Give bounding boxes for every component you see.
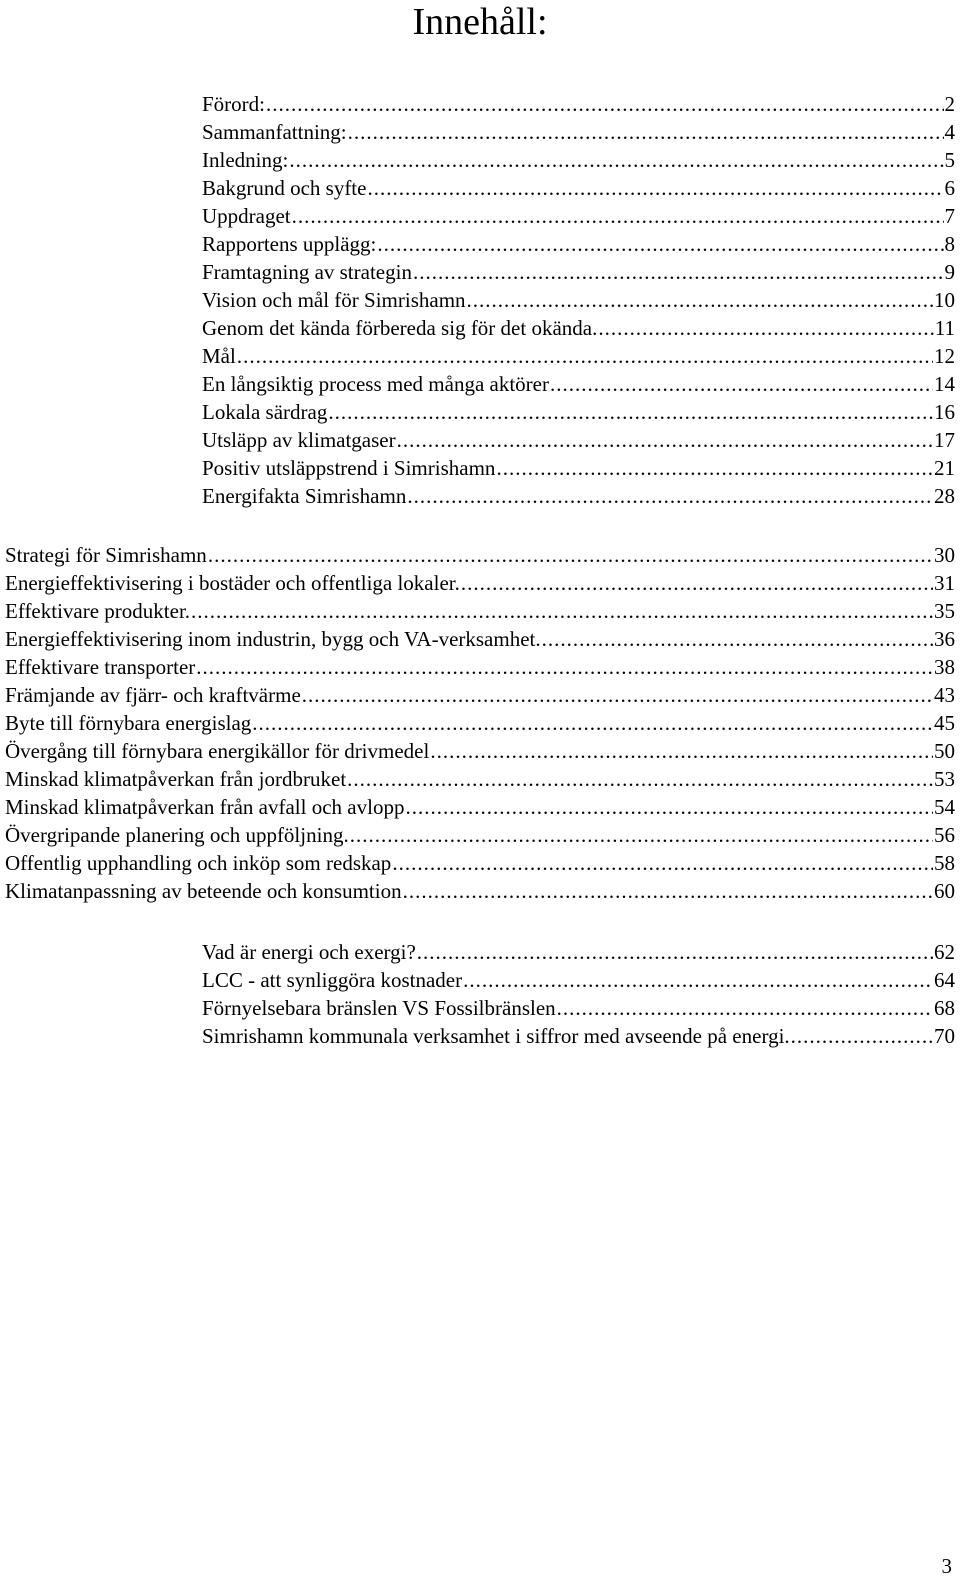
toc-entry[interactable] bbox=[0, 426, 960, 454]
toc-dot-leader bbox=[252, 709, 933, 737]
toc-entry-label: Genom det kända förbereda sig för det okända. bbox=[202, 316, 598, 340]
toc-dot-leader bbox=[463, 966, 933, 994]
toc-entry-page: 62 bbox=[934, 940, 955, 964]
toc-entry-row bbox=[202, 426, 955, 454]
toc-dot-leader bbox=[430, 737, 933, 765]
toc-entry-label: Framtagning av strategin bbox=[202, 260, 412, 284]
toc-entry-page: 5 bbox=[944, 148, 955, 172]
toc-entry-label: Energifakta Simrishamn bbox=[202, 484, 407, 508]
toc-entry-row bbox=[202, 230, 955, 258]
toc-entry-page: 31 bbox=[934, 571, 955, 595]
toc-dot-leader bbox=[791, 1022, 933, 1050]
toc-entry-row bbox=[202, 994, 955, 1022]
toc-dot-leader bbox=[461, 569, 933, 597]
toc-entry[interactable] bbox=[0, 1022, 960, 1050]
toc-dot-leader bbox=[237, 342, 933, 370]
toc-entry-page: 14 bbox=[934, 372, 955, 396]
toc-entry-row bbox=[5, 877, 955, 905]
toc-entry-page: 21 bbox=[934, 456, 955, 480]
toc-entry-label: Uppdraget bbox=[202, 204, 291, 228]
toc-dot-leader bbox=[302, 681, 933, 709]
toc-entry-page: 68 bbox=[934, 996, 955, 1020]
toc-dot-leader bbox=[496, 454, 933, 482]
toc-entry[interactable] bbox=[0, 202, 960, 230]
toc-dot-leader bbox=[348, 118, 944, 146]
toc-entry-page: 16 bbox=[934, 400, 955, 424]
toc-entry[interactable] bbox=[0, 482, 960, 510]
toc-entry-label: Simrishamn kommunala verksamhet i siffror med avseende på energi. bbox=[202, 1024, 790, 1048]
toc-entry[interactable] bbox=[0, 90, 960, 118]
toc-section-appendix bbox=[0, 938, 960, 1050]
toc-entry-row bbox=[202, 90, 955, 118]
toc-entry[interactable] bbox=[0, 938, 960, 966]
page-number: 3 bbox=[941, 1554, 952, 1578]
toc-entry-page: 54 bbox=[934, 795, 955, 819]
toc-entry[interactable] bbox=[0, 314, 960, 342]
toc-dot-leader bbox=[347, 765, 933, 793]
toc-entry[interactable] bbox=[0, 966, 960, 994]
toc-entry-page: 6 bbox=[944, 176, 955, 200]
toc-entry-label: Övergripande planering och uppföljning. bbox=[5, 823, 349, 847]
toc-entry-page: 56 bbox=[934, 823, 955, 847]
toc-dot-leader bbox=[598, 314, 933, 342]
toc-dot-leader bbox=[328, 398, 933, 426]
toc-entry-label: Minskad klimatpåverkan från avfall och avlopp bbox=[5, 795, 405, 819]
toc-entry-row bbox=[5, 821, 955, 849]
toc-dot-leader bbox=[550, 370, 933, 398]
toc-dot-leader bbox=[191, 597, 933, 625]
toc-dot-leader bbox=[542, 625, 933, 653]
toc-entry[interactable] bbox=[0, 118, 960, 146]
toc-entry-page: 36 bbox=[934, 627, 955, 651]
toc-entry-label: LCC - att synliggöra kostnader bbox=[202, 968, 463, 992]
toc-entry-label: Förnyelsebara bränslen VS Fossilbränslen bbox=[202, 996, 556, 1020]
toc-entry-row bbox=[202, 482, 955, 510]
toc-entry-row bbox=[5, 569, 955, 597]
toc-entry-label: Energieffektivisering inom industrin, bygg och VA-verksamhet. bbox=[5, 627, 541, 651]
toc-dot-leader bbox=[208, 541, 933, 569]
toc-entry[interactable] bbox=[0, 230, 960, 258]
toc-entry-page: 2 bbox=[944, 92, 955, 116]
toc-entry[interactable] bbox=[0, 877, 960, 905]
toc-entry-row bbox=[202, 398, 955, 426]
toc-dot-leader bbox=[413, 258, 944, 286]
toc-entry-label: Sammanfattning: bbox=[202, 120, 347, 144]
toc-entry-label: Klimatanpassning av beteende och konsumtion bbox=[5, 879, 402, 903]
toc-entry-row bbox=[5, 653, 955, 681]
toc-entry-page: 9 bbox=[944, 260, 955, 284]
toc-entry-page: 38 bbox=[934, 655, 955, 679]
toc-entry[interactable] bbox=[0, 625, 960, 653]
toc-entry[interactable] bbox=[0, 258, 960, 286]
toc-entry-label: Mål bbox=[202, 344, 236, 368]
toc-entry[interactable] bbox=[0, 597, 960, 625]
toc-entry-page: 7 bbox=[944, 204, 955, 228]
toc-entry[interactable] bbox=[0, 398, 960, 426]
toc-entry-page: 30 bbox=[934, 543, 955, 567]
toc-entry-row bbox=[5, 849, 955, 877]
toc-entry[interactable] bbox=[0, 849, 960, 877]
toc-entry-row bbox=[202, 258, 955, 286]
toc-dot-leader bbox=[292, 202, 944, 230]
toc-entry[interactable] bbox=[0, 737, 960, 765]
toc-entry-row bbox=[202, 118, 955, 146]
toc-entry-row bbox=[202, 314, 955, 342]
toc-entry-row bbox=[5, 681, 955, 709]
toc-entry[interactable] bbox=[0, 653, 960, 681]
toc-entry[interactable] bbox=[0, 681, 960, 709]
toc-entry-row bbox=[5, 541, 955, 569]
toc-entry[interactable] bbox=[0, 541, 960, 569]
toc-entry-row bbox=[202, 146, 955, 174]
toc-entry-row bbox=[5, 793, 955, 821]
toc-entry-label: Strategi för Simrishamn bbox=[5, 543, 207, 567]
toc-entry-page: 11 bbox=[934, 316, 955, 340]
toc-entry[interactable] bbox=[0, 709, 960, 737]
toc-entry-label: Främjande av fjärr- och kraftvärme bbox=[5, 683, 301, 707]
toc-entry-row bbox=[5, 737, 955, 765]
toc-dot-leader bbox=[367, 174, 943, 202]
toc-entry-page: 4 bbox=[944, 120, 955, 144]
toc-dot-leader bbox=[377, 230, 943, 258]
toc-entry[interactable] bbox=[0, 821, 960, 849]
toc-entry[interactable] bbox=[0, 370, 960, 398]
toc-entry-row bbox=[202, 454, 955, 482]
toc-entry-label: En långsiktig process med många aktörer bbox=[202, 372, 549, 396]
toc-section-strategy bbox=[0, 541, 960, 905]
toc-entry-label: Bakgrund och syfte bbox=[202, 176, 367, 200]
toc-dot-leader bbox=[350, 821, 933, 849]
toc-entry-page: 50 bbox=[934, 739, 955, 763]
toc-dot-leader bbox=[405, 793, 933, 821]
toc-section-intro bbox=[0, 90, 960, 510]
toc-entry-label: Byte till förnybara energislag bbox=[5, 711, 252, 735]
toc-entry-label: Energieffektivisering i bostäder och offentliga lokaler. bbox=[5, 571, 460, 595]
toc-entry-label: Effektivare transporter bbox=[5, 655, 196, 679]
toc-entry[interactable] bbox=[0, 569, 960, 597]
toc-dot-leader bbox=[196, 653, 933, 681]
toc-entry-row bbox=[202, 286, 955, 314]
toc-entry-page: 70 bbox=[934, 1024, 955, 1048]
toc-entry-row bbox=[202, 370, 955, 398]
toc-entry-label: Inledning: bbox=[202, 148, 289, 172]
toc-entry-row bbox=[5, 625, 955, 653]
toc-entry-page: 43 bbox=[934, 683, 955, 707]
toc-entry-row bbox=[202, 342, 955, 370]
toc-entry-page: 10 bbox=[934, 288, 955, 312]
toc-entry-label: Övergång till förnybara energikällor för drivmedel bbox=[5, 739, 430, 763]
toc-entry-label: Utsläpp av klimatgaser bbox=[202, 428, 396, 452]
toc-entry-label: Vad är energi och exergi? bbox=[202, 940, 416, 964]
toc-entry-page: 12 bbox=[934, 344, 955, 368]
toc-entry-row bbox=[202, 1022, 955, 1050]
toc-entry-label: Förord: bbox=[202, 92, 265, 116]
toc-entry-label: Lokala särdrag bbox=[202, 400, 328, 424]
toc-dot-leader bbox=[417, 938, 933, 966]
toc-entry[interactable] bbox=[0, 765, 960, 793]
toc-entry-page: 45 bbox=[934, 711, 955, 735]
toc-entry-label: Positiv utsläppstrend i Simrishamn bbox=[202, 456, 496, 480]
toc-dot-leader bbox=[392, 849, 933, 877]
toc-dot-leader bbox=[407, 482, 933, 510]
toc-entry-page: 8 bbox=[944, 232, 955, 256]
toc-entry-page: 64 bbox=[934, 968, 955, 992]
toc-entry-label: Effektivare produkter. bbox=[5, 599, 191, 623]
toc-dot-leader bbox=[266, 90, 944, 118]
toc-entry-row bbox=[202, 202, 955, 230]
toc-entry-row bbox=[5, 709, 955, 737]
toc-entry-label: Rapportens upplägg: bbox=[202, 232, 377, 256]
toc-entry[interactable] bbox=[0, 174, 960, 202]
toc-entry-label: Offentlig upphandling och inköp som redskap bbox=[5, 851, 392, 875]
toc-dot-leader bbox=[403, 877, 933, 905]
toc-entry[interactable] bbox=[0, 286, 960, 314]
toc-entry-page: 58 bbox=[934, 851, 955, 875]
toc-entry-label: Minskad klimatpåverkan från jordbruket bbox=[5, 767, 347, 791]
toc-entry-page: 60 bbox=[934, 879, 955, 903]
toc-entry-row bbox=[202, 174, 955, 202]
toc-entry-page: 35 bbox=[934, 599, 955, 623]
toc-entry[interactable] bbox=[0, 454, 960, 482]
toc-entry-page: 53 bbox=[934, 767, 955, 791]
toc-dot-leader bbox=[397, 426, 933, 454]
toc-entry-page: 17 bbox=[934, 428, 955, 452]
toc-entry[interactable] bbox=[0, 342, 960, 370]
toc-entry-row bbox=[202, 966, 955, 994]
toc-dot-leader bbox=[467, 286, 933, 314]
toc-entry[interactable] bbox=[0, 994, 960, 1022]
toc-entry-row bbox=[5, 765, 955, 793]
toc-dot-leader bbox=[289, 146, 943, 174]
toc-entry-label: Vision och mål för Simrishamn bbox=[202, 288, 466, 312]
toc-entry[interactable] bbox=[0, 793, 960, 821]
page-title: Innehåll: bbox=[412, 1, 548, 43]
toc-entry-page: 28 bbox=[934, 484, 955, 508]
toc-entry[interactable] bbox=[0, 146, 960, 174]
toc-dot-leader bbox=[557, 994, 933, 1022]
toc-entry-row bbox=[202, 938, 955, 966]
toc-entry-row bbox=[5, 597, 955, 625]
